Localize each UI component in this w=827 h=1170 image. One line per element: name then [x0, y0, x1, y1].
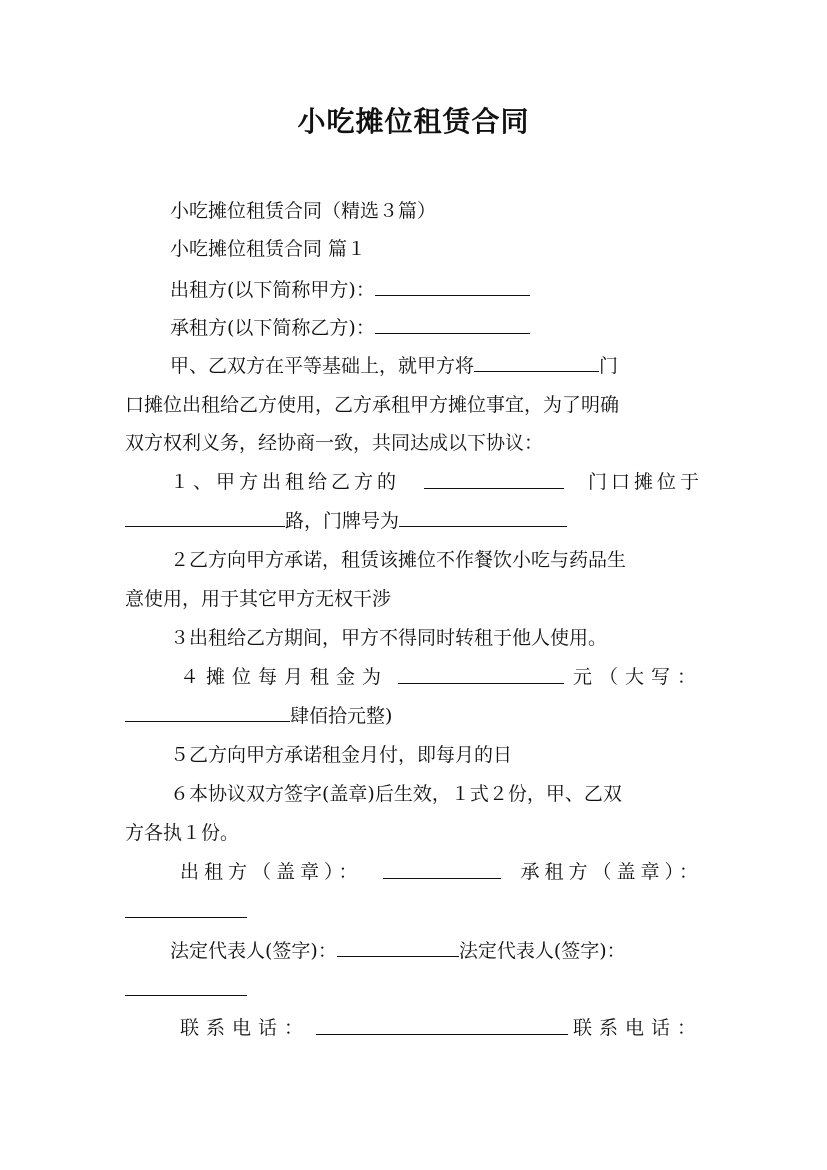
intro-line1 — [170, 353, 703, 378]
item3: ３出租给乙方期间，甲方不得同时转租于他人使用。 — [170, 627, 608, 649]
item4-line1 — [180, 665, 703, 689]
rep1-blank — [337, 938, 459, 957]
rep2-blank — [125, 977, 247, 996]
phone1-label: 联系电话： — [180, 1017, 311, 1039]
intro-blank — [474, 353, 599, 372]
item4-text-a: ４摊位每月租金为 — [180, 666, 389, 688]
item1-blank-b — [125, 508, 285, 527]
intro-line2: 口摊位出租给乙方使用，乙方承租甲方摊位事宜，为了明确 — [125, 394, 620, 416]
item6-line1: ６本协议双方签字(盖章)后生效，１式２份，甲、乙双 — [170, 783, 622, 805]
sign-lessor-blank — [383, 860, 501, 879]
lessor-blank — [375, 277, 530, 296]
item1-blank-c — [399, 508, 567, 527]
intro-line3: 双方权利义务，经协商一致，共同达成以下协议： — [125, 432, 544, 454]
item5: ５乙方向甲方承诺租金月付，即每月的日 — [170, 744, 513, 766]
intro-text-b: 门 — [599, 355, 619, 377]
item4-text-c: 肆佰拾元整) — [290, 705, 393, 727]
phone2-label: 联系电话： — [572, 1017, 703, 1039]
rep-line2 — [125, 977, 703, 1002]
section-heading: 小吃摊位租赁合同 篇１ — [170, 238, 367, 260]
sign-lessor-label: 出租方（盖章）： — [180, 861, 363, 883]
item4-blank-b — [125, 703, 290, 722]
item4-blank-a — [398, 665, 564, 684]
rep2-label: 法定代表人(签字)： — [458, 940, 626, 962]
lessor-line — [170, 277, 703, 302]
rep1-label: 法定代表人(签字)： — [170, 940, 337, 962]
sign-lessee-blank — [125, 899, 247, 918]
item2-line1: ２乙方向甲方承诺，租赁该摊位不作餐饮小吃与药品生 — [170, 549, 627, 571]
sign-line — [180, 860, 703, 884]
item6-line2: 方各执１份。 — [125, 822, 240, 844]
intro-text-a: 甲、乙双方在平等基础上，就甲方将 — [170, 355, 475, 377]
item1-line2 — [125, 508, 703, 533]
item1-text-b: 门口摊位于 — [587, 471, 703, 493]
item1-line1 — [170, 470, 703, 494]
phone-line — [180, 1016, 703, 1040]
lessee-line — [170, 315, 703, 340]
item1-blank-a — [424, 470, 564, 489]
lessee-blank — [375, 315, 530, 334]
sign-line2 — [125, 899, 703, 924]
item4-text-b: 元（大写： — [572, 666, 703, 688]
subtitle: 小吃摊位租赁合同（精选３篇） — [170, 200, 437, 222]
document-title: 小吃摊位租赁合同 — [297, 105, 530, 138]
item2-line2: 意使用，用于其它甲方无权干涉 — [125, 588, 392, 610]
lessee-label: 承租方(以下简称乙方)： — [170, 317, 375, 339]
item4-line2 — [125, 703, 703, 728]
phone1-blank — [316, 1016, 568, 1035]
sign-lessee-label: 承租方（盖章）： — [520, 861, 703, 883]
lessor-label: 出租方(以下简称甲方)： — [170, 279, 375, 301]
item1-text-a: １、甲方出租给乙方的 — [170, 471, 401, 493]
item1-text-c: 路，门牌号为 — [285, 510, 400, 532]
rep-line — [170, 938, 703, 963]
